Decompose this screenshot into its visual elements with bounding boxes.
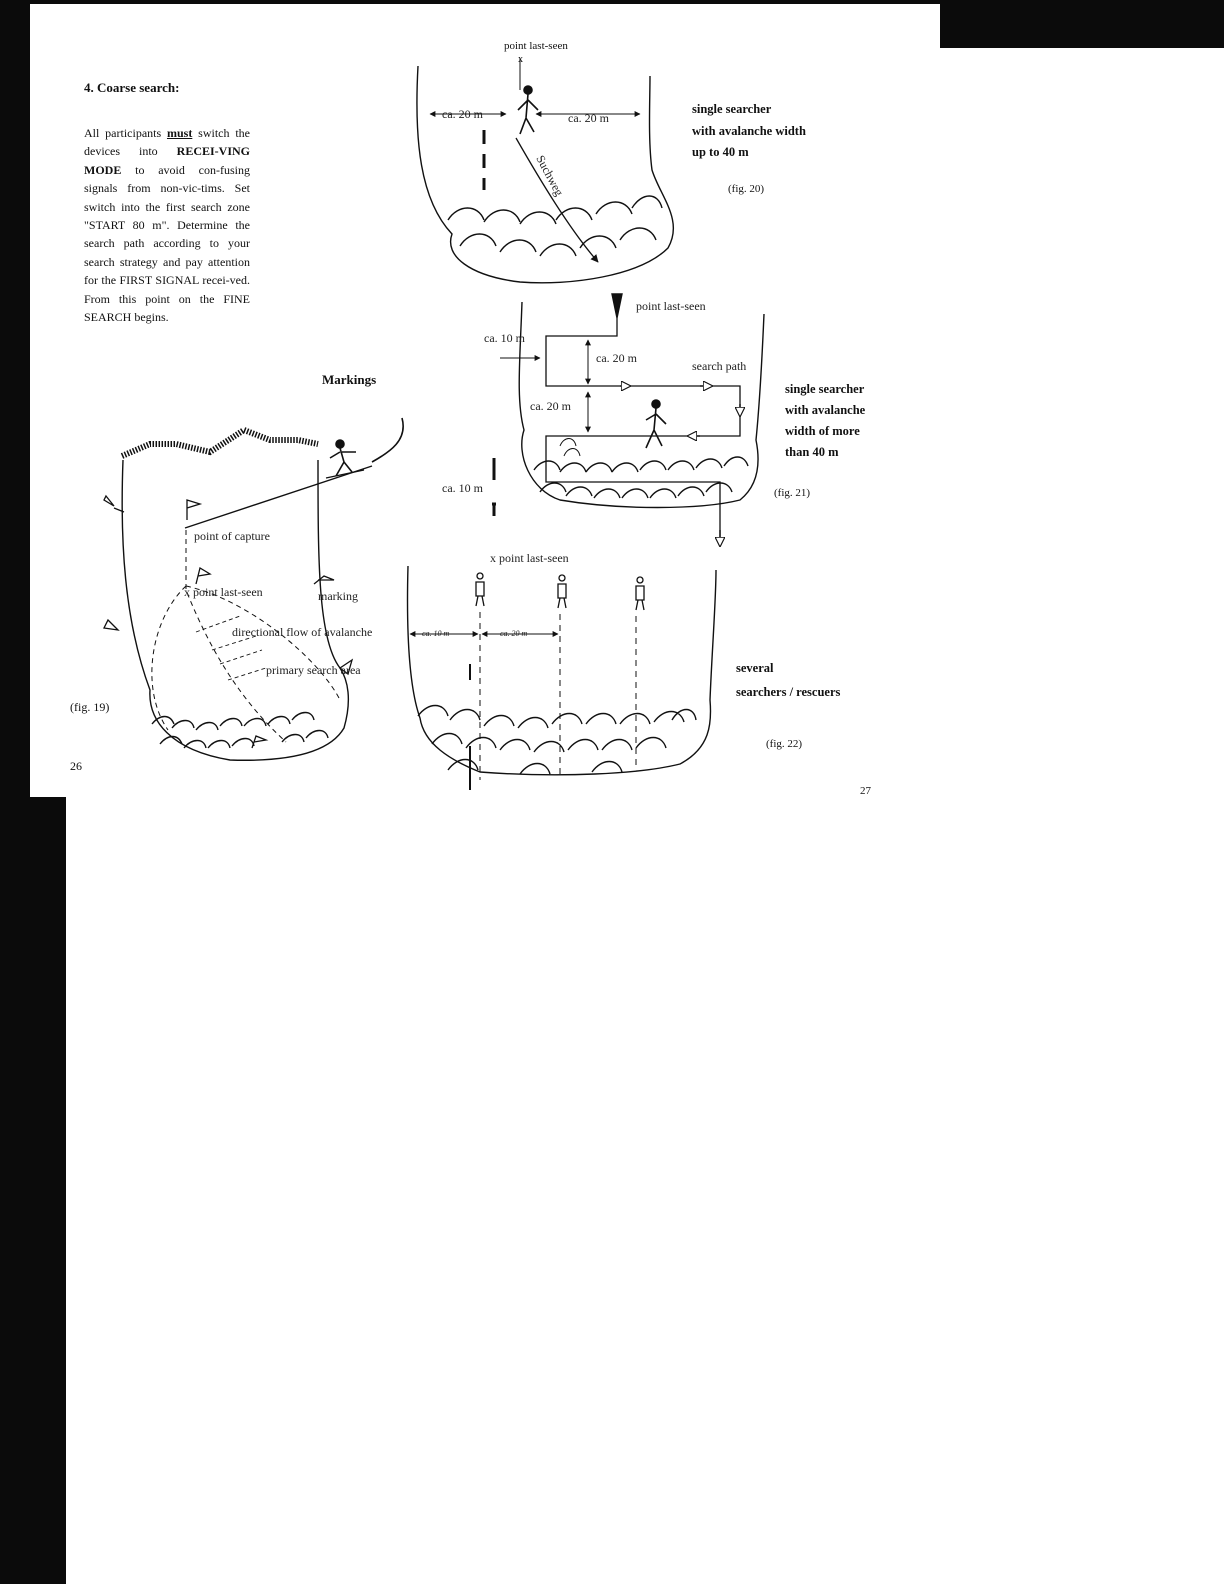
emphasis-must: must [166,126,193,140]
fig22-desc-line2: searchers / rescuers [736,685,841,699]
fig22-dist-b: ca. 20 m [500,629,528,638]
fig22-labels [422,551,569,638]
label-point-of-capture: point of capture [194,529,270,543]
fig21-search-path-label: search path [692,359,747,373]
fig20-point-last-seen: point last-seen [504,40,568,52]
fracture-line [122,430,318,456]
fig21-ca10-bottom: ca. 10 m [442,481,483,495]
fig22-caption: (fig. 22) [766,738,803,750]
primary-search-area-boundary [152,586,340,730]
fig21-desc-line1: single searcher [785,382,865,396]
fig21-diagram [492,294,764,546]
fig21-desc-line3: width of more [785,424,860,438]
fig20-search-path [516,138,598,262]
fig22-debris [418,706,696,775]
fig21-desc-line2: with avalanche [785,403,866,417]
fig21-searcher-icon [646,400,666,448]
fig20-desc-line2: with avalanche width [692,124,806,138]
fig21-ca20-b: ca. 20 m [530,399,571,413]
fig19-caption: (fig. 19) [70,700,110,714]
label-point-last-seen: x point last-seen [184,585,263,599]
fig22-point-last-seen: x point last-seen [490,551,569,565]
body-text-part: All participants [84,126,167,140]
fig20-desc-line1: single searcher [692,102,772,116]
fig21-ca20-a: ca. 20 m [596,351,637,365]
fig21-labels [442,299,746,495]
fig20-x-mark: x [518,54,523,65]
searcher-figure-icon [518,86,538,134]
fig20-path-label: Suchweg [533,152,567,199]
fig21-caption: (fig. 21) [774,487,811,499]
fig19-title: Markings [322,372,377,387]
section-heading: 4. Coarse search: [84,80,180,95]
label-marking: marking [318,589,358,603]
skier-track [185,466,372,528]
avalanche-slope-outline [122,460,348,760]
fig20-caption: (fig. 20) [728,183,765,195]
fig20-desc-line3: up to 40 m [692,145,749,159]
fig19-labels [184,529,372,677]
fig22-diagram [408,566,717,790]
fig20-debris [448,196,662,256]
body-text-part: to avoid con-fusing signals from non-vic-tims. Set switch into the first search zone "START 80 m". Determine the search path according to your search strategy and pay attention for the FIRST SIGNAL recei-ved. From this point on the FINE SEARCH begins. [84,162,250,325]
label-directional-flow: directional flow of avalanche [232,625,373,639]
fig22-dist-a: ca. 10 m [422,629,450,638]
fig21-debris [534,457,748,498]
fig20-dist-right: ca. 20 m [568,111,609,125]
skier-figure-icon [326,440,364,478]
page-number-left: 26 [70,759,82,773]
fig20-dist-left: ca. 20 m [442,107,483,121]
fig21-desc-line4: than 40 m [785,445,839,459]
label-primary-search-area: primary search area [266,663,361,677]
fig22-searcher-icons [476,573,644,610]
fig22-slope-outline [408,566,717,775]
fig22-desc-line1: several [736,661,774,675]
debris-boulders [152,713,328,749]
fig21-point-last-seen: point last-seen [636,299,706,313]
fig21-ca10-top: ca. 10 m [484,331,525,345]
body-text-part: switch the devices into [84,126,250,159]
emphasis-mode: RECEI-VING MODE [84,144,250,177]
page-number-right: 27 [860,785,871,797]
